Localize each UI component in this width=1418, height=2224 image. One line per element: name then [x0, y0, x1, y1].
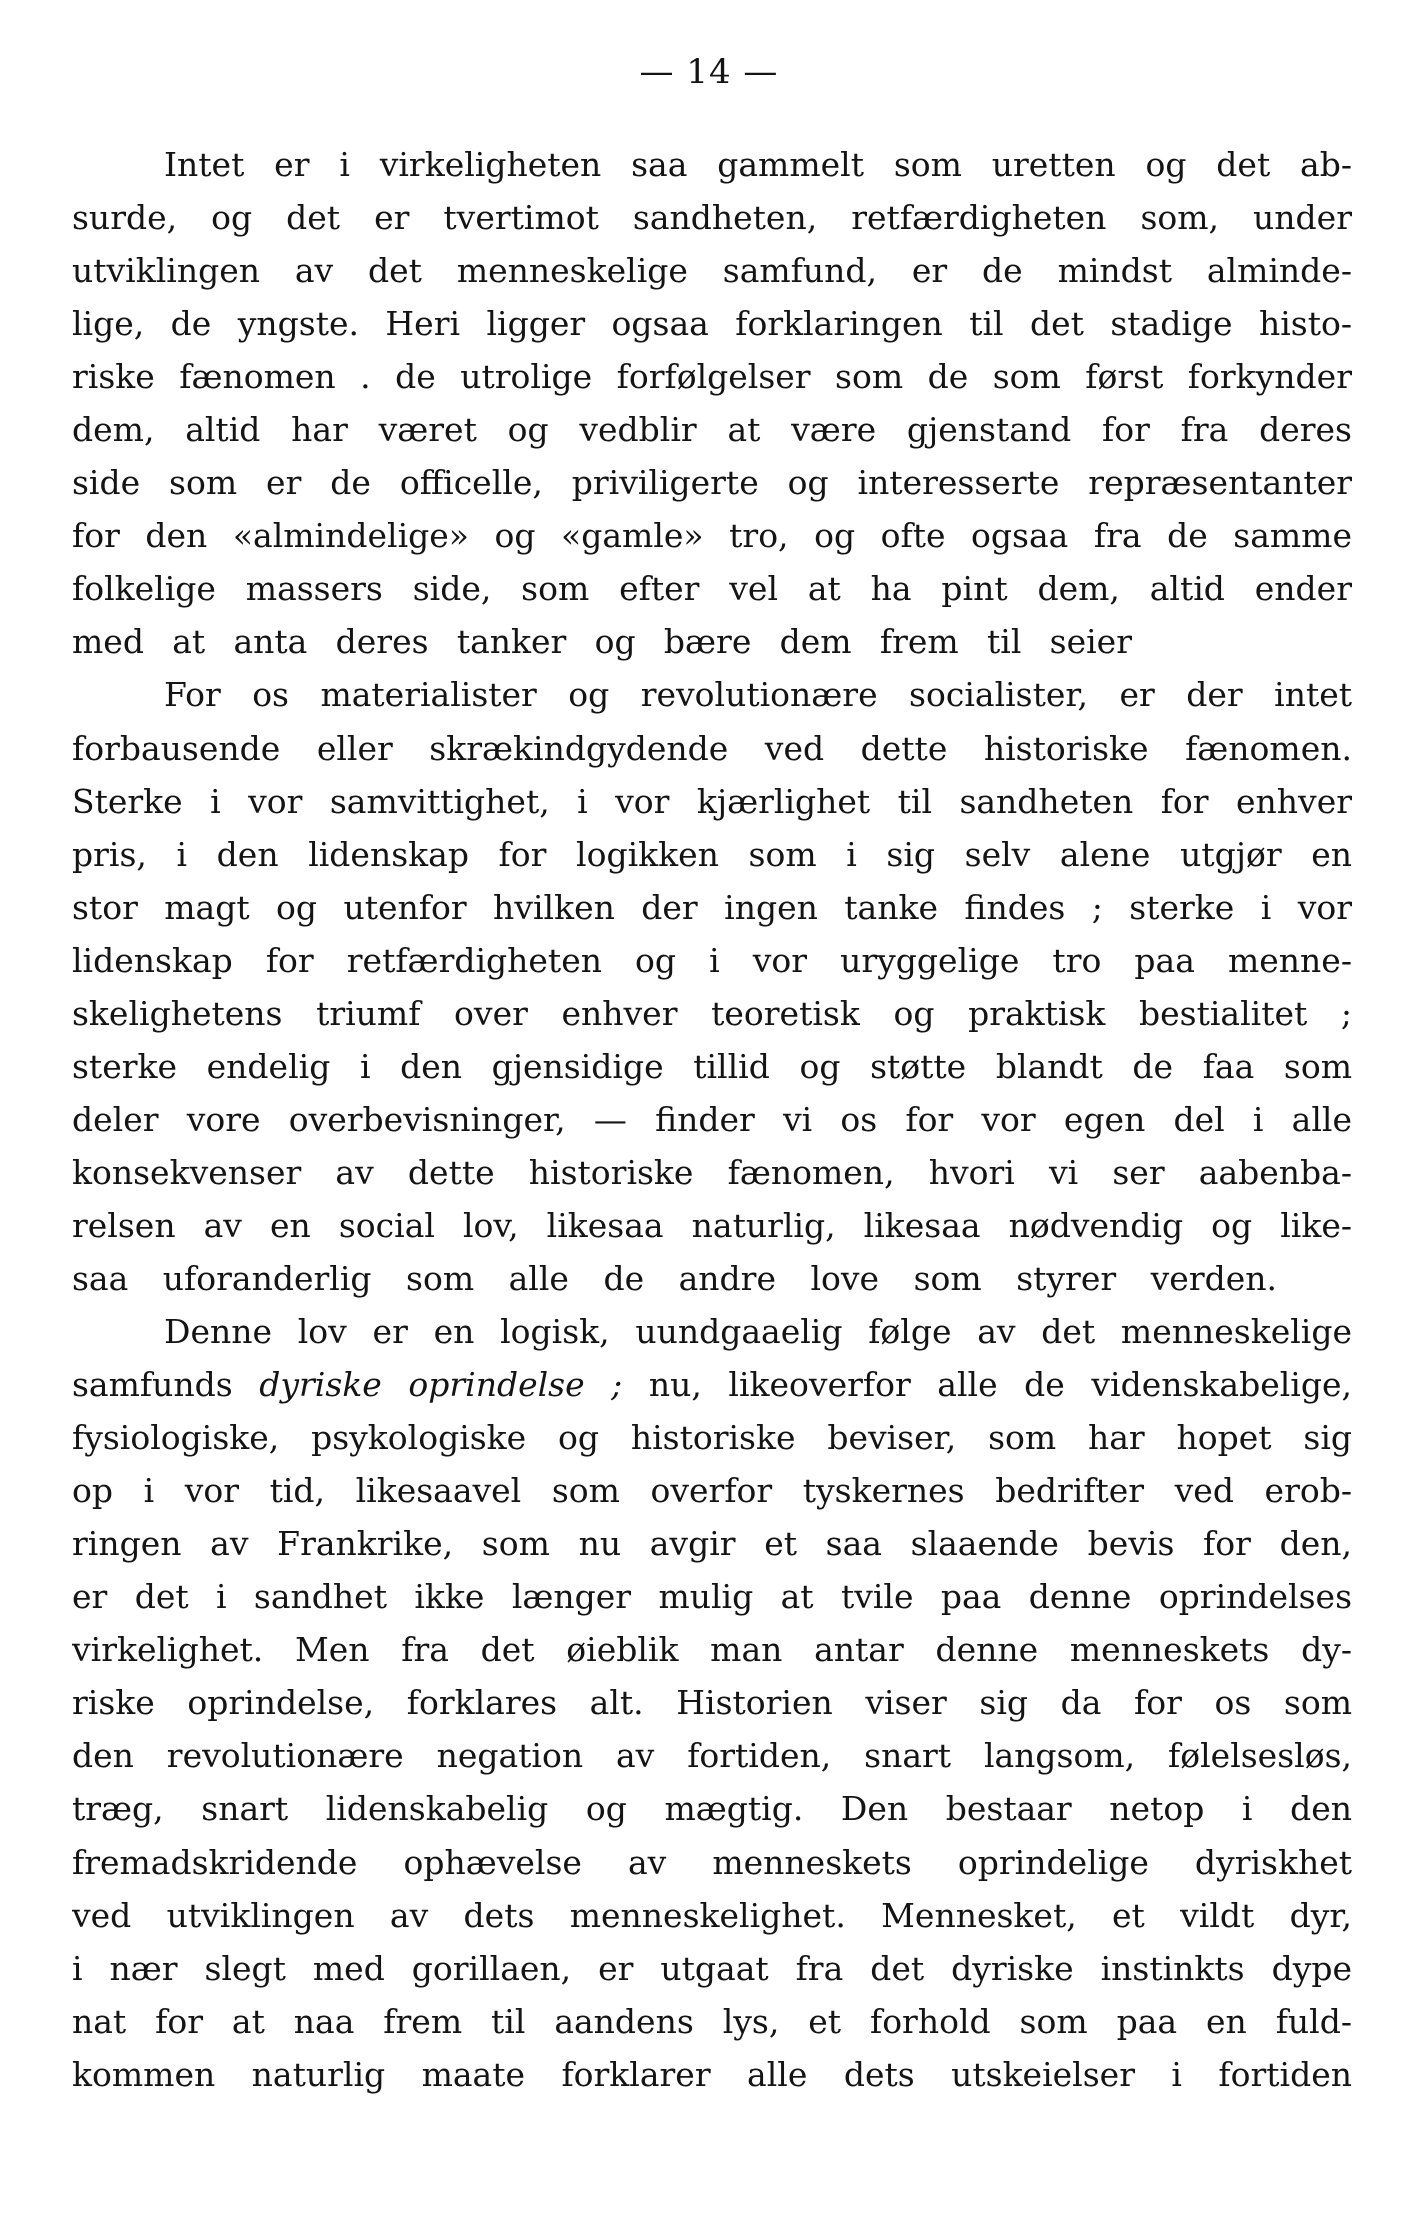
text-line: Denne lov er en logisk, uundgaaelig følge av det menneskelige: [164, 1312, 1352, 1352]
text-segment: nu, likeoverfor alle de videnskabelige,: [622, 1365, 1352, 1405]
text-line: fremadskridende ophævelse av menneskets oprindelige dyriskhet: [72, 1842, 1352, 1882]
text-line: Sterke i vor samvittighet, i vor kjærlighet til sandheten for enhver: [72, 781, 1352, 821]
text-line: deler vore overbevisninger, — finder vi os for vor egen del i alle: [72, 1099, 1352, 1139]
text-line: ved utviklingen av dets menneskelighet. Mennesket, et vildt dyr,: [72, 1895, 1352, 1935]
text-line: riske oprindelse, forklares alt. Historien viser sig da for os som: [72, 1683, 1352, 1723]
text-line: For os materialister og revolutionære socialister, er der intet: [164, 675, 1352, 715]
text-line: utviklingen av det menneskelige samfund, er de mindst alminde-: [72, 251, 1352, 291]
text-segment: samfunds: [72, 1365, 260, 1405]
text-line: den revolutionære negation av fortiden, snart langsom, følelsesløs,: [72, 1736, 1352, 1776]
text-line: træg, snart lidenskabelig og mægtig. Den bestaar netop i den: [72, 1789, 1352, 1829]
text-line: folkelige massers side, som efter vel at ha pint dem, altid ender: [72, 569, 1352, 609]
text-line: konsekvenser av dette historiske fænomen, hvori vi ser aabenba-: [72, 1152, 1352, 1192]
paragraph-2: [72, 668, 1352, 1305]
text-line: skelighetens triumf over enhver teoretisk og praktisk bestialitet ;: [72, 993, 1352, 1033]
text-line: saa uforanderlig som alle de andre love som styrer verden.: [72, 1258, 1277, 1298]
text-line: dem, altid har været og vedblir at være gjenstand for fra deres: [72, 410, 1352, 450]
text-line: relsen av en social lov, likesaa naturlig, likesaa nødvendig og like-: [72, 1205, 1352, 1245]
text-line: lige, de yngste. Heri ligger ogsaa forklaringen til det stadige histo-: [72, 304, 1352, 344]
paragraph-3: [72, 1305, 1352, 2101]
text-line: side som er de officelle, priviligerte og interesserte repræsentanter: [72, 463, 1352, 503]
text-line: er det i sandhet ikke længer mulig at tvile paa denne oprindelses: [72, 1577, 1352, 1617]
italic-phrase: dyriske oprindelse ;: [259, 1365, 623, 1405]
text-line: sterke endelig i den gjensidige tillid og støtte blandt de faa som: [72, 1046, 1352, 1086]
text-line: nat for at naa frem til aandens lys, et forhold som paa en fuld-: [72, 2001, 1352, 2041]
text-line: med at anta deres tanker og bære dem frem til seier: [72, 622, 1132, 662]
text-line: Intet er i virkeligheten saa gammelt som uretten og det ab-: [164, 145, 1352, 184]
text-line: lidenskap for retfærdigheten og i vor uryggelige tro paa menne-: [72, 940, 1352, 980]
page-number: — 14 —: [639, 52, 779, 92]
paragraph-1: [72, 138, 1352, 668]
text-line: pris, i den lidenskap for logikken som i sig selv alene utgjør en: [72, 834, 1352, 874]
text-line: virkelighet. Men fra det øieblik man antar denne menneskets dy-: [72, 1630, 1352, 1670]
text-line: for den «almindelige» og «gamle» tro, og ofte ogsaa fra de samme: [72, 516, 1352, 556]
text-line-with-italic: [72, 1358, 1352, 1411]
text-line: forbausende eller skrækindgydende ved dette historiske fænomen.: [72, 728, 1352, 768]
text-line: op i vor tid, likesaavel som overfor tyskernes bedrifter ved erob-: [72, 1471, 1352, 1511]
text-line: surde, og det er tvertimot sandheten, retfærdigheten som, under: [72, 198, 1352, 238]
text-line: fysiologiske, psykologiske og historiske beviser, som har hopet sig: [72, 1418, 1352, 1458]
body-text: [72, 138, 1352, 2101]
text-line: stor magt og utenfor hvilken der ingen tanke findes ; sterke i vor: [72, 887, 1352, 927]
text-line: ringen av Frankrike, som nu avgir et saa slaaende bevis for den,: [72, 1524, 1352, 1564]
text-line: i nær slegt med gorillaen, er utgaat fra det dyriske instinkts dype: [72, 1948, 1352, 1988]
text-line: kommen naturlig maate forklarer alle dets utskeielser i fortiden: [72, 2054, 1352, 2094]
text-line: riske fænomen . de utrolige forfølgelser som de som først forkynder: [72, 357, 1352, 397]
